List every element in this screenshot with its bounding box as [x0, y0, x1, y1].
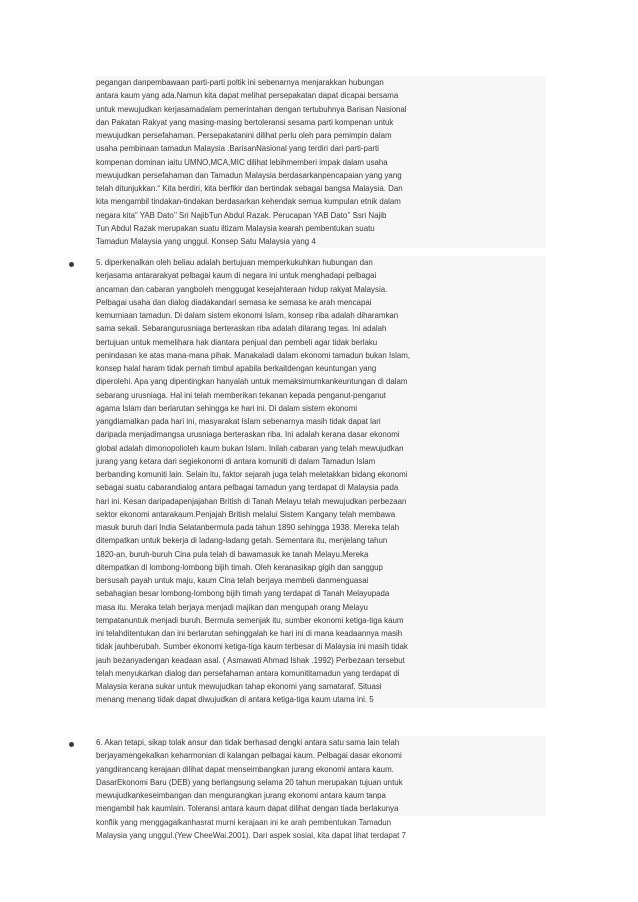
text-line: daripada menjadimangsa urusniaga berteraskan riba. Ini adalah kerana dasar ekonomi: [96, 430, 400, 440]
text-line: tidak jauhberubah. Sumber ekonomi ketiga-tiga kaum terbesar di Malaysia ini masih tidak: [96, 642, 408, 652]
text-line: konflik yang menggagalkanhasrat murni kerajaan ini ke arah pembentukan Tamadun: [96, 817, 392, 827]
text-line: diperolehi. Apa yang dipentingkan hanyalah untuk memaksimumkankeuntungan di dalam: [96, 377, 408, 387]
text-line: 5. diperkenalkan oleh beliau adalah bertujuan memperkukuhkan hubungan dan: [96, 258, 373, 267]
text-line: usaha pembinaan tamadun Malaysia .BarisanNasional yang terdiri dari parti-parti: [96, 144, 379, 154]
text-line: negara kita” YAB Dato’’ Sri NajibTun Abdul Razak. Perucapan YAB Dato’’ Ssri Najib: [96, 210, 387, 220]
text-line: Malaysia kerana sukar untuk mewujudkan tahap ekonomi yang samataraf. Situasi: [96, 682, 382, 691]
text-line: DasarEkonomi Baru (DEB) yang berlangsung selama 20 tahun merupakan tujuan untuk: [96, 777, 403, 787]
text-line: global adalah dimonopolioleh kaum bukan Islam. Inilah cabaran yang telah mewujudkan: [96, 443, 404, 453]
bullet-icon: [68, 261, 76, 269]
text-line: mewujudkan persefahaman dan Tamadun Malaysia berdasarkanpencapaian yang yang: [96, 170, 402, 180]
text-line: kita mengambil tindakan-tindakan berdasarkan kehendak semua kumpulan etnik dalam: [96, 197, 401, 207]
text-line: mewujudkan persefahaman. Persepakatanini dilihat perlu oleh para pemimpin dalam: [96, 131, 392, 140]
text-line: jauh bezanyadengan keadaan asal. ( Asmawati Ahmad Ishak .1992) Perbezaan tersebut: [96, 655, 405, 665]
text-line: yangdirancang kerajaan dilihat dapat menseimbangkan jurang ekonomi antara kaum.: [96, 764, 394, 774]
text-line: ditempatkan di lombong-lombong bijih timah. Oleh keranasikap gigih dan sanggup: [96, 562, 383, 572]
text-line: ini telahditentukan dan ini berlarutan sehinggalah ke hari ini di mana keadaannya masih: [96, 629, 403, 638]
text-line: untuk mewujudkan kerjasamadalam pemerintahan dengan tertubuhnya Barisan Nasional: [96, 104, 407, 114]
text-line: penindasan ke atas mana-mana pihak. Manakaladi dalam ekonomi tamadun bukan Islam,: [96, 350, 411, 360]
paragraph-5: [94, 256, 546, 708]
text-line: bersusah payah untuk maju, kaum Cina telah berjaya membeli danmenguasai: [96, 576, 369, 585]
text-line: masuk buruh dari India Selatanbermula pada tahun 1890 sehingga 1938. Mereka telah: [96, 523, 400, 532]
text-line: Tun Abdul Razak merupakan suatu iltizam Malaysia kearah pembentukan suatu: [96, 223, 375, 233]
text-line: telah ditunjukkan.“ Kita berdiri, kita berfikir dan bertindak sebagai bangsa Malaysia. Dan: [96, 184, 403, 193]
bullet-icon: [68, 741, 76, 749]
text-line: berbanding komuniti lain. Selain itu, faktor sejarah juga telah meletakkan bidang ekonomi: [96, 470, 408, 479]
text-line: jurang yang ketara dari segiekonomi di antara komuniti di dalam Tamadun Islam: [96, 456, 376, 466]
text-line: agama Islam dan berlarutan sehingga ke hari ini. Di dalam sistem ekonomi: [96, 403, 357, 413]
text-line: pegangan danpembawaan parti-parti poltik ini sebenarnya menjarakkan hubungan: [96, 78, 384, 87]
text-line: 1820-an, buruh-buruh Cina pula telah di bawamasuk ke tanah Melayu.Mereka: [96, 549, 369, 559]
text-line: berjayamengekalkan keharmonian di kalangan pelbagai kaum. Pelbagai dasar ekonomi: [96, 751, 402, 761]
text-line: sebahagian besar lombong-lombong bijih timah yang terdapat di Tanah Melayupada: [96, 589, 390, 599]
text-line: masa itu. Meraka telah berjaya menjadi majikan dan mengupah orang Melayu: [96, 602, 368, 612]
text-line: sektor ekonomi antarakaum.Penjajah British melalui Sistem Kangany telah membawa: [96, 509, 396, 519]
text-line: tempatanuntuk menjadi buruh. Bermula semenjak itu, sumber ekonomi ketiga-tiga kaum: [96, 615, 404, 625]
text-line: kompenan dominan iaitu UMNO,MCA,MIC dilihat lebihmemberi impak dalam usaha: [96, 157, 388, 167]
text-line: konsep halal haram tidak pernah timbul apabila berkaitdengan keuntungan yang: [96, 364, 377, 373]
text-line: sebarang urusniaga. Hal ini telah memberikan tekanan kepada penganut-penganut: [96, 390, 386, 400]
text-line: mewujudkankeseimbangan dan mengurangkan jurang ekonomi antara kaum tanpa: [96, 791, 386, 800]
paragraph-continuation: [94, 76, 546, 248]
text-line: Tamadun Malaysia yang unggul. Konsep Satu Malaysia yang 4: [96, 237, 316, 246]
text-line: kerjasama antararakyat pelbagai kaum di negara ini untuk menghadapi pelbagai: [96, 271, 377, 281]
text-line: sama sekali. Sebarangurusniaga berteraskan riba adalah dilarang tegas. Ini adalah: [96, 324, 387, 334]
text-line: Pelbagai usaha dan dialog diadakandari semasa ke semasa ke arah mencapai: [96, 297, 372, 307]
text-line: Malaysia yang unggul.(Yew CheeWai.2001). Dari aspek sosial, kita dapat lihat terdapat 7: [96, 830, 406, 840]
text-line: yangdiamalkan pada hari ini, masyarakat Islam sebenarnya masih tidak dapat lari: [96, 417, 381, 426]
text-line: dan Pakatan Rakyat yang masing-masing bertoleransi sesama parti kompenan untuk: [96, 117, 394, 127]
text-line: 6. Akan tetapi, sikap tolak ansur dan tidak berhasad dengki antara satu sama lain telah: [96, 738, 400, 747]
text-line: antara kaum yang ada.Namun kita dapat melihat persepakatan dapat dicapai bersama: [96, 91, 399, 101]
text-line: bertujuan untuk memelihara hak diantara penjual dan pembeli agar tidak berlaku: [96, 337, 378, 347]
text-line: menang menang tidak dapat diwujudkan di antara ketiga-tiga kaum utama ini. 5: [96, 695, 374, 705]
text-line: hari ini. Kesan daripadapenjajahan British di Tanah Melayu telah mewujudkan perbezaan: [96, 496, 407, 506]
paragraph-6: [94, 736, 546, 840]
text-line: ditempatkan untuk bekerja di ladang-ladang getah. Sementara itu, menjelang tahun: [96, 536, 388, 546]
text-line: ancaman dan cabaran yangboleh menggugat kesejahteraan hidup rakyat Malaysia.: [96, 284, 388, 294]
text-line: kemurniaan tamadun. Di dalam sistem ekonomi Islam, konsep riba adalah diharamkan: [96, 311, 399, 320]
text-line: telah menyukarkan dialog dan persefahaman antara komunititamadun yang terdapat di: [96, 668, 400, 678]
text-line: mengambil hak kaumlain. Toleransi antara kaum dapat dilihat dengan tiada berlakunya: [96, 804, 399, 814]
text-line: sebagai suatu cabarandialog antara pelbagai tamadun yang terdapat di Malaysia pada: [96, 483, 399, 493]
